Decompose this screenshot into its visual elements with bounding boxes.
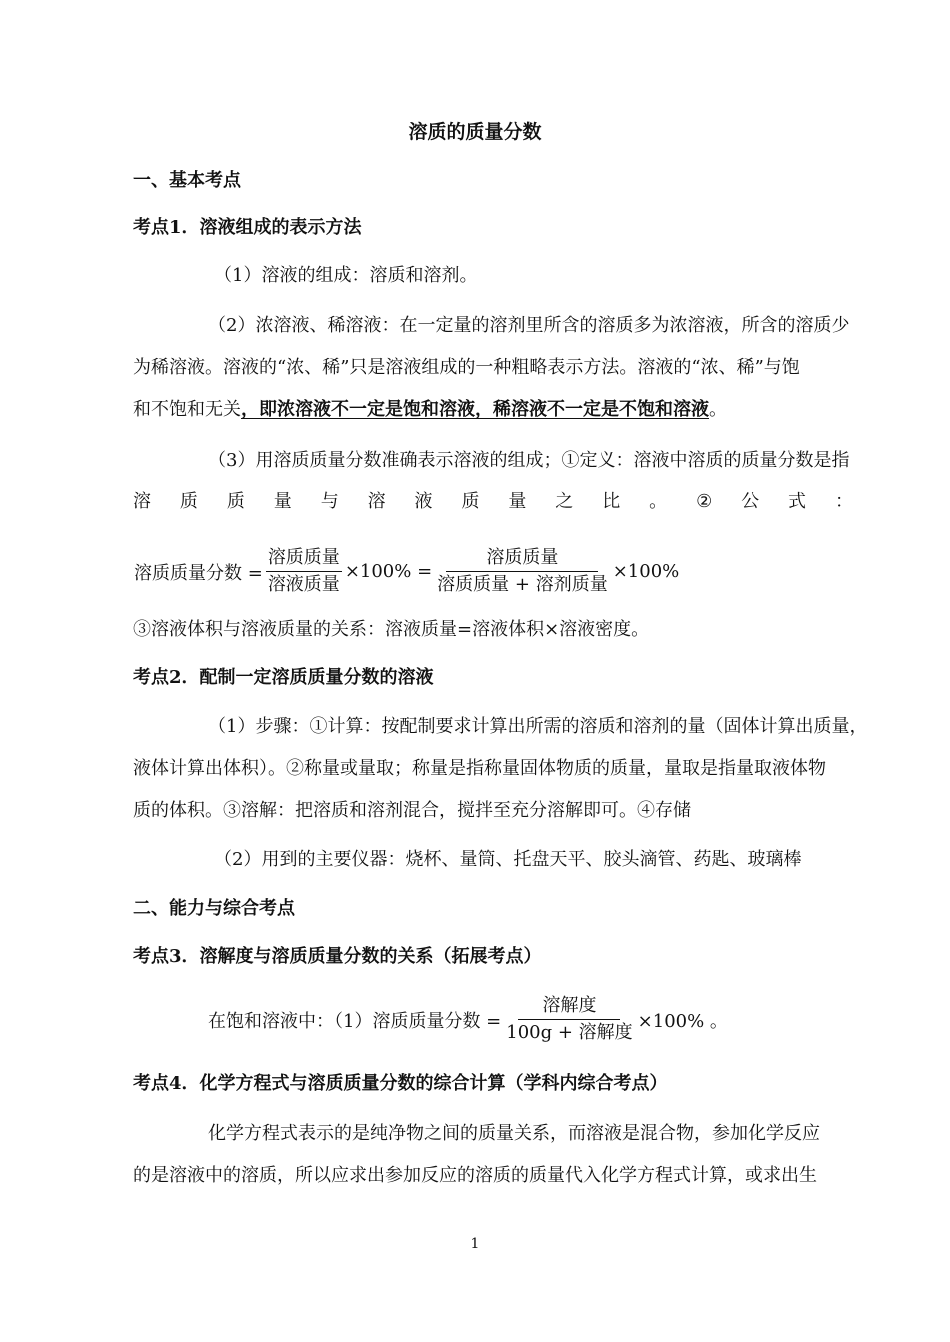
justified-char: 。 [649,491,668,512]
justified-char: 液 [414,491,433,512]
kp1-title: 考点1．溶液组成的表示方法 [133,217,362,238]
page-title: 溶质的质量分数 [408,121,542,143]
section-heading-2: 二、能力与综合考点 [133,898,295,919]
formula2-fraction [504,995,634,1044]
kp1-paragraph-2-line-3 [133,398,727,422]
section-heading-1: 一、基本考点 [133,170,241,191]
fraction-1-numerator: 溶质质量 [266,547,342,572]
justified-char: 式 [788,491,807,512]
justified-char: 量 [508,491,527,512]
kp2-paragraph-1-line-2: 液体计算出体积）。②称量或量取；称量是指称量固体物质的质量，量取是指量取液体物 [133,758,826,779]
formula2-lhs: 在饱和溶液中：（1）溶质质量分数 = [208,1010,502,1032]
fraction-2-denominator: 溶质质量 + 溶剂质量 [437,574,608,595]
kp4-paragraph-line-2: 的是溶液中的溶质，所以应求出参加反应的溶质的质量代入化学方程式计算，或求出生 [133,1165,817,1186]
justified-char: 与 [320,491,339,512]
justified-char: 量 [273,491,292,512]
formula-fraction-2 [435,547,610,596]
kp2-paragraph-1-line-3: 质的体积。③溶解：把溶质和溶剂混合，搅拌至充分溶解即可。④存储 [133,800,691,821]
formula2-denominator: 100g + 溶解度 [506,1022,633,1043]
kp1-paragraph-2-line-2: 为稀溶液。溶液的“浓、稀”只是溶液组成的一种粗略表示方法。溶液的“浓、稀”与饱 [133,357,800,378]
kp4-title: 考点4．化学方程式与溶质质量分数的综合计算（学科内综合考点） [133,1073,668,1094]
justified-char: 比 [602,491,621,512]
kp1-paragraph-3-line-2 [133,490,853,514]
justified-char: ② [696,491,713,512]
justified-char: ： [834,491,853,512]
justified-char: 之 [555,491,574,512]
justified-char: 质 [226,491,245,512]
kp1-line3-end: 。 [709,399,727,420]
formula2-numerator: 溶解度 [518,995,620,1020]
formula-mid: ×100% = [344,561,433,582]
kp1-paragraph-4: ③溶液体积与溶液质量的关系：溶液质量=溶液体积×溶液密度。 [133,619,650,640]
kp1-line3-text: 和不饱和无关 [133,399,241,420]
kp1-paragraph-2-line-1: （2）浓溶液、稀溶液：在一定量的溶剂里所含的溶质多为浓溶液，所含的溶质少 [208,315,850,336]
kp2-paragraph-1-line-1: （1）步骤：①计算：按配制要求计算出所需的溶质和溶剂的量（固体计算出质量， [208,716,868,737]
formula-end: ×100% [612,561,680,582]
kp3-title: 考点3．溶解度与溶质质量分数的关系（拓展考点） [133,946,542,967]
page-number: 1 [470,1236,480,1252]
formula-lhs: 溶质质量分数 = [134,562,263,584]
kp1-paragraph-3-line-1: （3）用溶质质量分数准确表示溶液的组成；①定义：溶液中溶质的质量分数是指 [208,450,850,471]
mass-fraction-formula [134,547,679,596]
justified-char: 公 [741,491,760,512]
fraction-2-numerator: 溶质质量 [446,547,598,572]
solubility-formula [208,995,728,1044]
fraction-1-denominator: 溶液质量 [267,574,340,595]
justified-char: 溶 [133,491,151,512]
formula-fraction-1 [266,547,342,596]
formula2-end: ×100% 。 [637,1010,728,1032]
kp1-emphasis-text: ，即浓溶液不一定是饱和溶液，稀溶液不一定是不饱和溶液 [241,399,709,420]
kp4-paragraph-line-1: 化学方程式表示的是纯净物之间的质量关系，而溶液是混合物，参加化学反应 [208,1123,820,1144]
justified-char: 质 [179,491,198,512]
kp1-paragraph-1: （1）溶液的组成：溶质和溶剂。 [214,265,478,286]
kp2-title: 考点2．配制一定溶质质量分数的溶液 [133,667,434,688]
justified-char: 质 [461,491,480,512]
justified-char: 溶 [367,491,386,512]
kp2-paragraph-2: （2）用到的主要仪器：烧杯、量筒、托盘天平、胶头滴管、药匙、玻璃棒 [214,849,802,870]
